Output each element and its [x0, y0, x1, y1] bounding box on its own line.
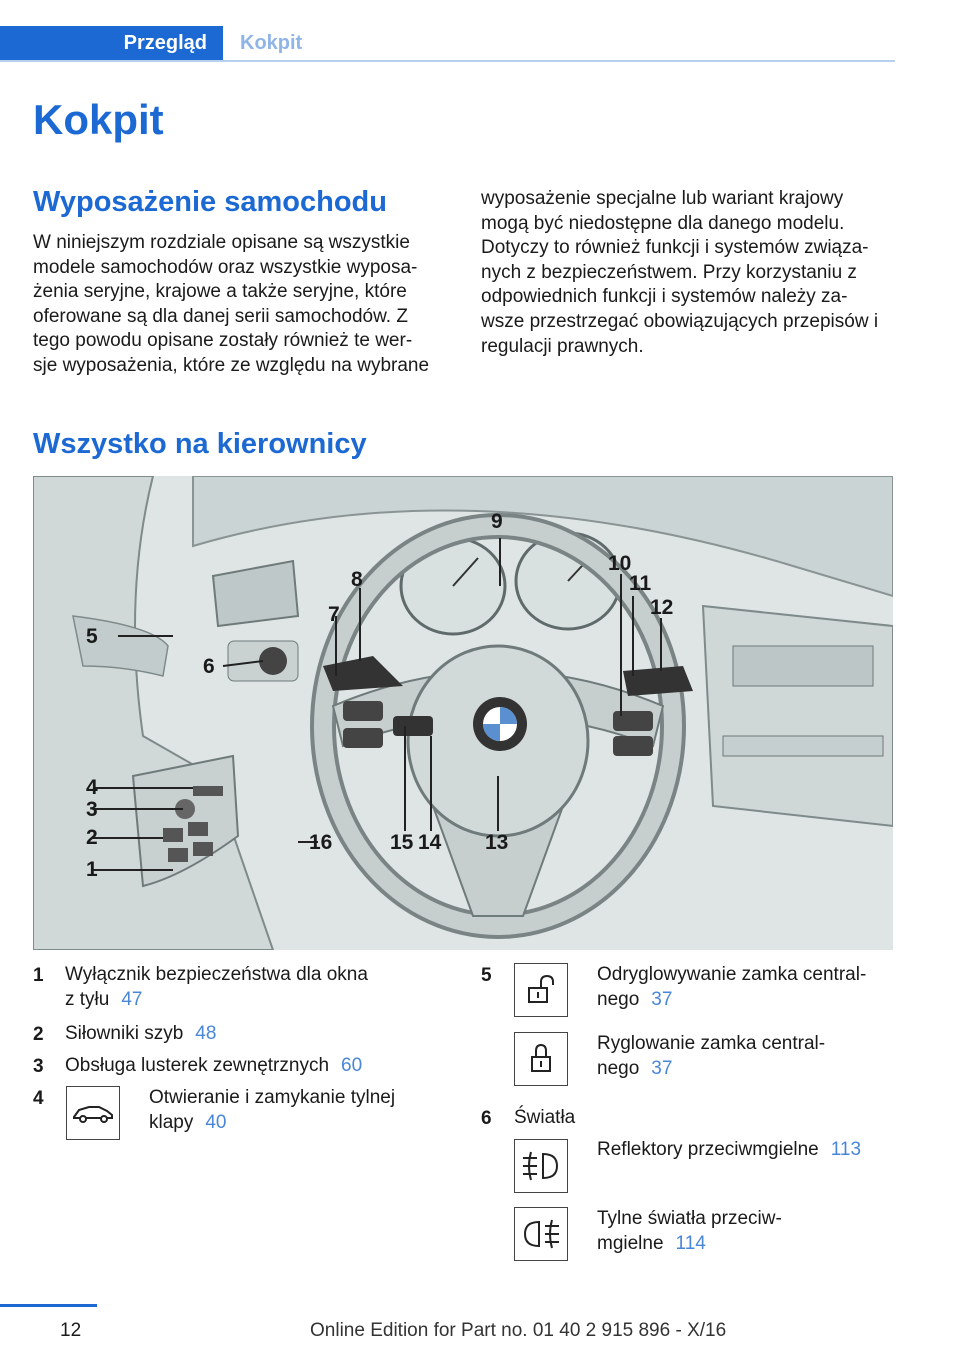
- callout-1: 1: [86, 858, 98, 881]
- legend-item-5b: [597, 1032, 825, 1081]
- legend-number: 5: [481, 965, 492, 986]
- tab-kokpit[interactable]: Kokpit: [240, 31, 303, 54]
- legend-text: mgielne: [597, 1232, 664, 1254]
- legend-text: nego: [597, 988, 640, 1010]
- callout-4: 4: [86, 776, 98, 799]
- text-line: tego powodu opisane zostały również te wer‐: [33, 330, 413, 352]
- legend-text: Siłowniki szyb: [65, 1023, 184, 1044]
- legend-item-3: [65, 1054, 362, 1079]
- page-ref-link[interactable]: 37: [651, 988, 673, 1010]
- header-tabs: [0, 26, 895, 62]
- lock-icon: [514, 1032, 568, 1086]
- front-fog-light-icon: [514, 1139, 568, 1193]
- intro-right-column: [481, 187, 901, 359]
- section-heading-wyposazenie: Wyposażenie samochodu: [33, 186, 387, 218]
- page-number: 12: [60, 1320, 82, 1341]
- text-line: oferowane są dla danej serii samochodów. Z: [33, 305, 408, 327]
- legend-text: Tylne światła przeciw‐: [597, 1208, 782, 1229]
- unlock-icon: [514, 963, 568, 1017]
- legend-text: Wyłącznik bezpieczeństwa dla okna: [65, 964, 368, 985]
- callout-6: 6: [203, 655, 215, 678]
- legend-text: Odryglowywanie zamka central‐: [597, 964, 867, 985]
- footer-rule: [0, 1304, 97, 1307]
- page-ref-link[interactable]: 40: [205, 1111, 227, 1133]
- page-ref-link[interactable]: 47: [121, 988, 143, 1010]
- legend-number: 6: [481, 1108, 492, 1129]
- text-line: wsze przestrzegać obowiązujących przepisów i: [481, 310, 879, 332]
- text-line: Dotyczy to również funkcji i systemów związa‐: [481, 237, 869, 259]
- legend-text: z tyłu: [65, 988, 110, 1010]
- legend-text: nego: [597, 1057, 640, 1079]
- cockpit-illustration: [33, 476, 893, 950]
- legend-text: klapy: [149, 1111, 194, 1133]
- rear-fog-light-icon: [514, 1207, 568, 1261]
- section-heading-kierownica: Wszystko na kierownicy: [33, 428, 367, 460]
- page-ref-link[interactable]: 60: [341, 1055, 363, 1076]
- page-title: Kokpit: [33, 96, 164, 143]
- legend-item-5a: [597, 963, 866, 1012]
- header-divider: [0, 60, 895, 62]
- text-line: nych z bezpieczeństwem. Przy korzystaniu z: [481, 261, 857, 283]
- callout-8: 8: [351, 568, 363, 591]
- car-tailgate-icon: [66, 1086, 120, 1140]
- legend-number: 4: [33, 1088, 44, 1109]
- legend-item-2: [65, 1022, 216, 1047]
- legend-text: Otwieranie i zamykanie tylnej: [149, 1087, 396, 1108]
- legend-item-6b: [597, 1207, 782, 1256]
- legend-item-6a: [597, 1138, 861, 1163]
- legend-item-1: [65, 963, 368, 1012]
- text-line: sje wyposażenia, które ze względu na wybrane: [33, 354, 430, 376]
- legend-number: 2: [33, 1024, 44, 1045]
- legend-text: Obsługa lusterek zewnętrznych: [65, 1055, 330, 1076]
- text-line: regulacji prawnych.: [481, 335, 644, 357]
- text-line: wyposażenie specjalne lub wariant krajowy: [481, 188, 844, 209]
- callout-7: 7: [328, 603, 340, 626]
- callout-14: 14: [418, 831, 442, 854]
- callout-11: 11: [629, 572, 652, 595]
- page-ref-link[interactable]: 48: [195, 1023, 217, 1044]
- callout-10: 10: [608, 552, 632, 575]
- text-line: mogą być niedostępne dla danego modelu.: [481, 212, 845, 234]
- callout-3: 3: [86, 798, 98, 821]
- edition-info: Online Edition for Part no. 01 40 2 915 896 - X/16: [310, 1320, 727, 1341]
- text-line: żenia seryjne, krajowe a także seryjne, które: [33, 281, 407, 303]
- callout-15: 15: [390, 831, 414, 854]
- legend-item-6-label: Światła: [514, 1107, 576, 1128]
- text-line: modele samochodów oraz wszystkie wyposa‐: [33, 256, 418, 278]
- page-ref-link[interactable]: 114: [675, 1232, 706, 1254]
- legend-item-4: [149, 1086, 395, 1135]
- callout-16: 16: [309, 831, 333, 854]
- callout-5: 5: [86, 625, 98, 648]
- legend-text: Ryglowanie zamka central‐: [597, 1033, 826, 1054]
- callout-9: 9: [491, 510, 503, 533]
- legend-text: Reflektory przeciwmgielne: [597, 1139, 819, 1160]
- callout-13: 13: [485, 831, 509, 854]
- page-ref-link[interactable]: 113: [830, 1139, 862, 1160]
- cockpit-drawing: [33, 476, 893, 950]
- tab-przeglad[interactable]: Przegląd: [0, 26, 223, 60]
- legend-number: 1: [33, 965, 44, 986]
- legend-number: 3: [33, 1056, 44, 1077]
- intro-left-column: [33, 231, 453, 379]
- callout-12: 12: [650, 596, 674, 619]
- text-line: W niniejszym rozdziale opisane są wszystkie: [33, 232, 410, 253]
- text-line: odpowiednich funkcji i systemów należy za‐: [481, 286, 848, 308]
- callout-2: 2: [86, 826, 98, 849]
- page-ref-link[interactable]: 37: [651, 1057, 673, 1079]
